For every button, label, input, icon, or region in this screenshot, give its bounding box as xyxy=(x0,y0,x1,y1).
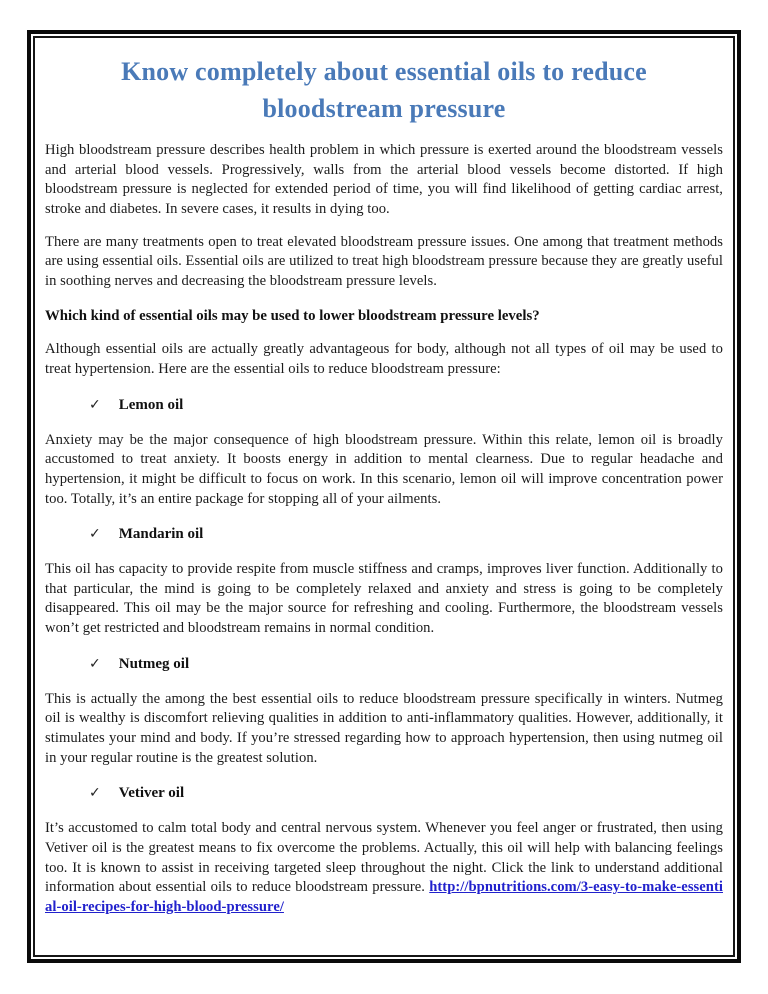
paragraph-lemon-oil: Anxiety may be the major consequence of high bloodstream pressure. Within this relate, lemon oil is broadly accustomed to treat anxiety. It boosts energy in addition to mental clearness. Due to regular headache and hypertension, it might be difficult to focus on work. In this scenario, lemon oil will improve concentration power too. Totally, it’s an entire package for stopping all of your ailments. xyxy=(45,431,723,507)
article-link[interactable]: http://bpnutritions.com/3-easy-to-make-essential-oil-recipes-for-high-blood-pressure/ xyxy=(45,879,723,915)
check-icon: ✓ xyxy=(89,785,101,802)
check-icon: ✓ xyxy=(89,396,101,413)
list-item-mandarin-oil xyxy=(89,525,723,545)
page-title: Know completely about essential oils to reduce bloodstream pressure xyxy=(121,57,647,123)
list-item-label: Lemon oil xyxy=(118,396,184,413)
paragraph-treatments: There are many treatments open to treat elevated bloodstream pressure issues. One among that treatment methods are using essential oils. Essential oils are utilized to treat high bloodstream pressure because they are greatly useful in soothing nerves and decreasing the bloodstream pressure levels. xyxy=(45,233,723,290)
check-icon: ✓ xyxy=(89,526,101,543)
paragraph-vetiver-oil xyxy=(45,819,723,918)
list-item-label: Vetiver oil xyxy=(118,785,185,802)
paragraph-intro: High bloodstream pressure describes health problem in which pressure is exerted around the bloodstream vessels and arterial blood vessels. Progressively, walls from the arterial blood vessels become distorted. If high bloodstream pressure is neglected for extended period of time, you will find likelihood of getting cardiac arrest, stroke and diabetes. In severe cases, it results in dying too. xyxy=(45,141,723,217)
list-item-label: Nutmeg oil xyxy=(118,655,190,672)
paragraph-nutmeg-oil: This is actually the among the best essential oils to reduce bloodstream pressure specifically in winters. Nutmeg oil is wealthy is discomfort relieving qualities in addition to anti-inflammatory qualities. However, additionally, it stimulates your mind and body. If you’re stressed regarding how to approach hypertension, then using nutmeg oil in your regular routine is the greatest solution. xyxy=(45,690,723,766)
check-icon: ✓ xyxy=(89,655,101,672)
list-item-label: Mandarin oil xyxy=(118,526,204,543)
list-item-lemon-oil xyxy=(89,396,723,416)
paragraph-oils-list-intro: Although essential oils are actually greatly advantageous for body, although not all types of oil may be used to treat hypertension. Here are the essential oils to reduce bloodstream pressure: xyxy=(45,341,723,378)
paragraph-mandarin-oil: This oil has capacity to provide respite from muscle stiffness and cramps, improves liver function. Additionally to that particular, the mind is going to be completely relaxed and anxiety and stress is going to be completely disappeared. This oil may be the major source for refreshing and cooling. Furthermore, the bloodstream vessels won’t get restricted and bloodstream remains in normal condition. xyxy=(45,561,723,637)
page-content xyxy=(33,36,735,957)
paragraph-vetiver-text: It’s accustomed to calm total body and central nervous system. Whenever you feel anger or frustrated, then using Vetiver oil is the greatest means to fix overcome the problems. Actually, this oil will help with balancing feelings too. It is known to assist in receiving targeted sleep throughout the night. Click the link to understand additional information about essential oils to reduce bloodstream pressure. xyxy=(45,820,723,896)
section-heading-question: Which kind of essential oils may be used to lower bloodstream pressure levels? xyxy=(45,307,540,324)
list-item-vetiver-oil xyxy=(89,784,723,804)
list-item-nutmeg-oil xyxy=(89,655,723,675)
page-frame xyxy=(27,30,741,963)
